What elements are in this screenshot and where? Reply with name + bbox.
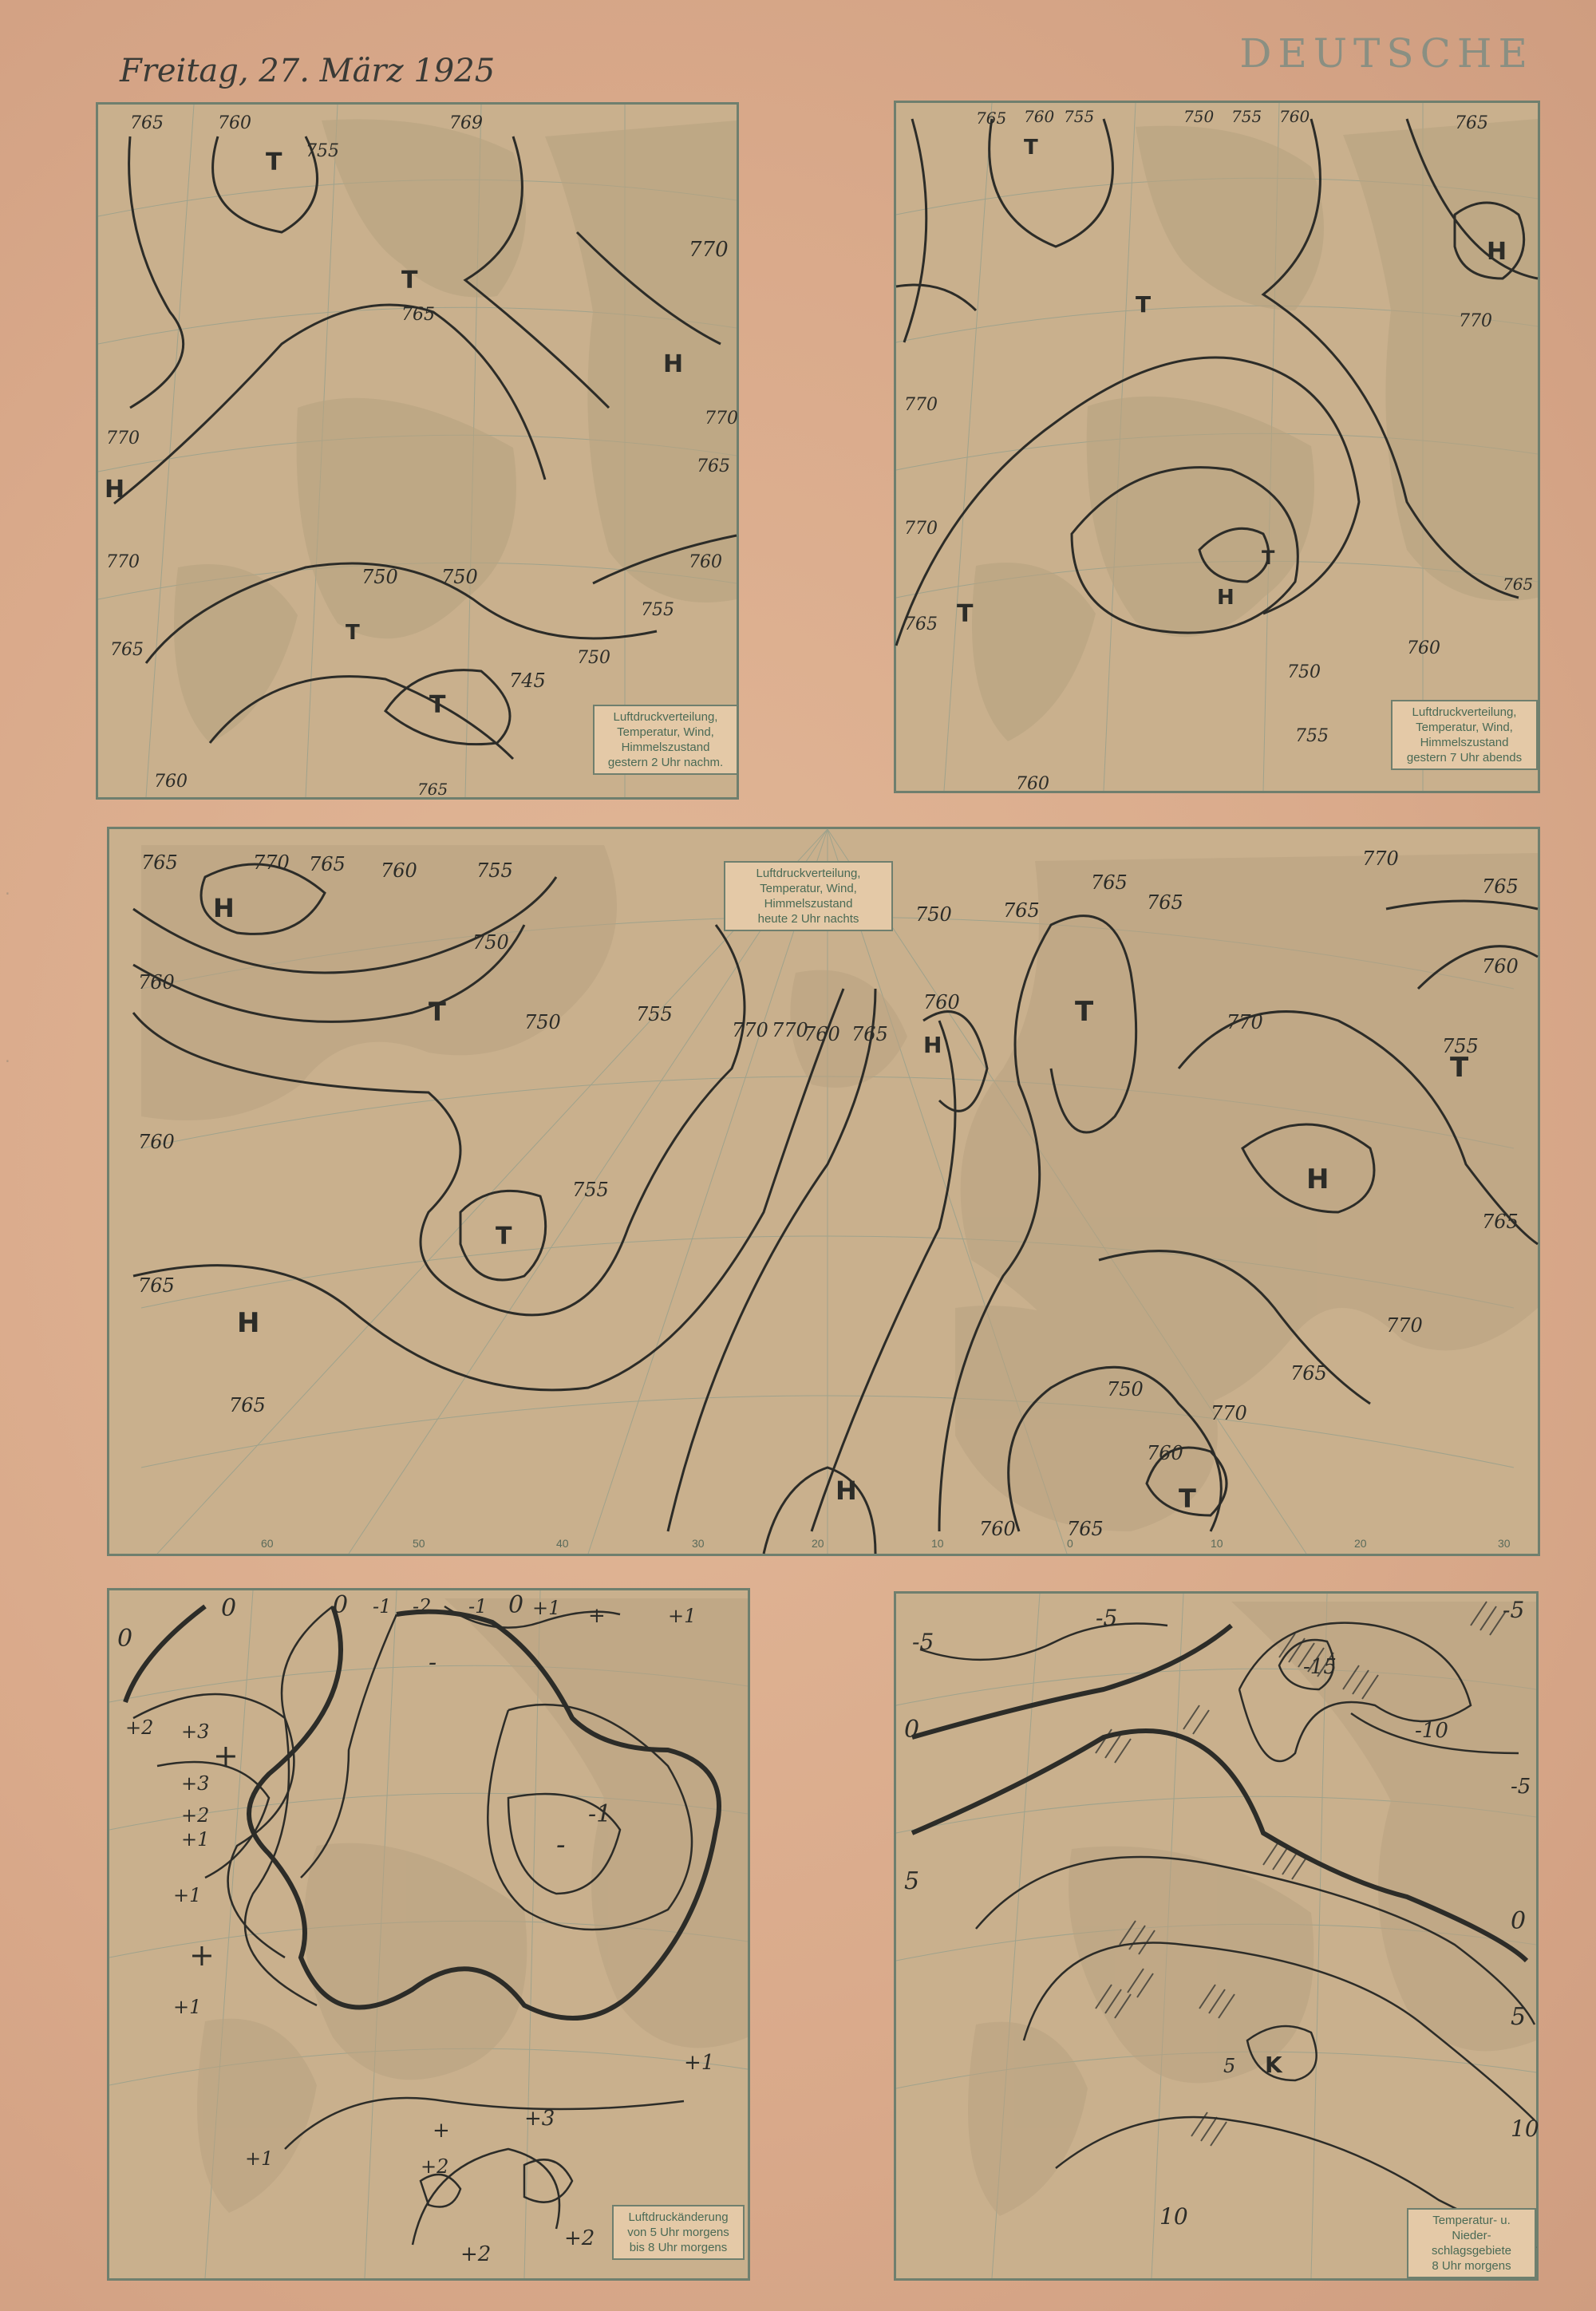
- low-pressure-center: T: [1136, 291, 1152, 318]
- isobar-label: 770: [1227, 1011, 1263, 1033]
- isobar-label: 750: [915, 903, 952, 926]
- isobar-label: 765: [1003, 899, 1040, 922]
- date-line: Freitag, 27. März 1925: [120, 53, 496, 89]
- temperature-label: -10: [1415, 1719, 1448, 1743]
- tick-label: 10: [931, 1537, 944, 1550]
- low-pressure-center: T: [401, 267, 418, 294]
- isobar-label: 750: [1183, 107, 1215, 126]
- tick-label: 50: [413, 1537, 425, 1550]
- low-pressure-center: T: [266, 148, 282, 176]
- isobar-label: 750: [361, 566, 398, 588]
- change-label: 0: [117, 1625, 133, 1653]
- isobar-label: 770: [1362, 847, 1399, 870]
- isobar-label: 760: [1147, 1442, 1183, 1464]
- isobar-label: 760: [1482, 955, 1519, 978]
- isobar-label: 760: [804, 1023, 840, 1045]
- isobar-label: 765: [130, 113, 164, 133]
- map-bottom-left-svg: [109, 1590, 748, 2278]
- isobar-label: 760: [689, 552, 722, 572]
- isobar-label: 770: [1386, 1314, 1423, 1337]
- isobar-label: 750: [472, 931, 509, 954]
- isobar-label: 760: [138, 1131, 175, 1153]
- change-label: +3: [524, 2107, 555, 2131]
- isobar-label: 760: [1016, 774, 1049, 794]
- isobar-label: 755: [572, 1179, 609, 1201]
- isobar-label: 770: [1211, 1402, 1247, 1424]
- low-pressure-center: T: [1450, 1052, 1469, 1084]
- isobar-label: 765: [1503, 575, 1534, 594]
- map-caption: Luftdruckverteilung, Temperatur, Wind, Himmelszustand gestern 2 Uhr nachm.: [593, 705, 738, 775]
- isobar-label: 765: [417, 780, 448, 799]
- isobar-label: 760: [154, 772, 188, 792]
- longitude-ticks: [261, 1537, 1511, 1550]
- isobar-label: 760: [218, 113, 251, 133]
- high-pressure-center: H: [663, 350, 684, 378]
- low-pressure-center: T: [1262, 547, 1275, 569]
- change-label: +1: [173, 1884, 202, 1906]
- tick-label: 30: [1498, 1537, 1511, 1550]
- low-pressure-center: T: [496, 1223, 512, 1250]
- isobar-label: 755: [476, 859, 513, 882]
- low-pressure-center: T: [957, 600, 974, 628]
- change-label: -1: [588, 1800, 612, 1828]
- change-label: 0: [221, 1594, 237, 1622]
- tick-label: 30: [692, 1537, 705, 1550]
- change-label: +3: [181, 1720, 210, 1743]
- high-pressure-center: H: [1487, 238, 1507, 266]
- map-pressure-change: [107, 1588, 750, 2281]
- isobar-label: 765: [401, 305, 435, 325]
- map-top-right-svg: [896, 103, 1538, 794]
- isobar-label: 760: [381, 859, 417, 882]
- high-pressure-center: H: [105, 476, 125, 504]
- isobar-label: 755: [306, 141, 339, 161]
- isobar-label: 755: [1231, 107, 1262, 126]
- change-label: -2: [413, 1595, 432, 1618]
- isobar-label: 770: [904, 519, 938, 539]
- isobar-label: 765: [1482, 875, 1519, 898]
- isobar-label: 755: [1295, 726, 1329, 746]
- tick-label: 40: [556, 1537, 569, 1550]
- change-label: -: [556, 1829, 566, 1861]
- isobar-label: 765: [110, 640, 144, 660]
- isobar-label: 765: [904, 614, 938, 634]
- margin-mark: ·: [3, 1053, 12, 1070]
- isobar-label: 770: [904, 395, 938, 415]
- change-label: +3: [181, 1772, 210, 1795]
- isobar-label: 770: [705, 409, 738, 429]
- temperature-label: 5: [1511, 2003, 1527, 2031]
- isobar-label: 750: [1107, 1378, 1144, 1400]
- map-top-left-svg: [98, 105, 737, 797]
- isobar-label: 745: [509, 670, 546, 692]
- temperature-label: 5: [904, 1867, 920, 1895]
- change-label: 0: [333, 1591, 349, 1619]
- change-label: -1: [468, 1595, 488, 1618]
- temperature-label: 0: [904, 1716, 920, 1744]
- isobar-label: 765: [1482, 1211, 1519, 1233]
- isobar-label: 750: [524, 1011, 561, 1033]
- isobar-label: 765: [309, 853, 346, 875]
- temperature-label: -5: [1511, 1775, 1531, 1799]
- tick-label: 60: [261, 1537, 274, 1550]
- margin-mark: ·: [3, 886, 12, 903]
- low-pressure-center: T: [346, 621, 360, 645]
- low-pressure-center: T: [429, 997, 446, 1027]
- high-pressure-center: H: [1217, 586, 1235, 610]
- isobar-label: 765: [1067, 1518, 1104, 1540]
- change-label: +: [189, 1938, 215, 1973]
- map-pressure-yesterday-7pm: [894, 101, 1540, 793]
- isobar-label: 750: [441, 566, 478, 588]
- isobar-label: 765: [138, 1274, 175, 1297]
- map-caption: Luftdruckverteilung, Temperatur, Wind, Himmelszustand gestern 7 Uhr abends: [1391, 700, 1538, 770]
- isobar-label: 760: [923, 991, 960, 1013]
- header-title: DEUTSCHE: [1239, 30, 1534, 77]
- map-caption: Temperatur- u. Nieder- schlagsgebiete 8 Uhr morgens: [1407, 2208, 1536, 2278]
- isobar-label: 765: [1147, 891, 1183, 914]
- map-middle-svg: [109, 829, 1538, 1554]
- change-label: +2: [125, 1716, 154, 1739]
- change-label: +1: [532, 1597, 561, 1619]
- change-label: +2: [564, 2226, 595, 2250]
- change-label: +: [588, 1604, 606, 1628]
- isobar-label: 769: [449, 113, 483, 133]
- high-pressure-center: H: [1306, 1163, 1329, 1195]
- isobar-label: 760: [979, 1518, 1016, 1540]
- isobar-label: 760: [1279, 107, 1310, 126]
- tick-label: 0: [1067, 1537, 1073, 1550]
- change-label: +: [213, 1738, 239, 1773]
- isobar-label: 770: [106, 429, 140, 448]
- isobar-label: 755: [1442, 1035, 1479, 1057]
- low-pressure-center: T: [1075, 996, 1094, 1028]
- isobar-label: 750: [577, 648, 610, 668]
- temperature-label: 0: [1511, 1907, 1527, 1935]
- high-pressure-center: H: [836, 1475, 857, 1506]
- change-label: +2: [181, 1804, 210, 1827]
- change-label: +1: [684, 2051, 715, 2075]
- change-label: +1: [245, 2147, 274, 2170]
- change-label: 0: [508, 1591, 524, 1619]
- map-temperature-precipitation: [894, 1591, 1539, 2281]
- isobar-label: 760: [1024, 107, 1055, 126]
- change-label: +: [433, 2119, 450, 2143]
- change-label: +1: [668, 1605, 697, 1627]
- change-label: +2: [421, 2155, 449, 2178]
- isobar-label: 770: [689, 238, 729, 262]
- isobar-label: 765: [229, 1394, 266, 1416]
- map-caption: Luftdruckverteilung, Temperatur, Wind, Himmelszustand heute 2 Uhr nachts: [724, 861, 893, 931]
- tick-label: 20: [812, 1537, 824, 1550]
- isobar-label: 755: [636, 1003, 673, 1025]
- cold-center: K: [1265, 2052, 1282, 2078]
- temperature-label: -5: [1096, 1605, 1118, 1631]
- isobar-label: 765: [1455, 113, 1488, 133]
- low-pressure-center: T: [429, 691, 446, 719]
- change-label: -: [429, 1649, 437, 1677]
- isobar-label: 765: [851, 1023, 888, 1045]
- map-caption: Luftdruckänderung von 5 Uhr morgens bis 8 Uhr morgens: [612, 2205, 745, 2260]
- low-pressure-center: T: [1179, 1483, 1196, 1514]
- change-label: +1: [181, 1828, 210, 1851]
- map-bottom-right-svg: [896, 1594, 1539, 2278]
- isobar-label: 765: [1290, 1362, 1327, 1385]
- isobar-label: 765: [1091, 871, 1128, 894]
- temperature-label: 10: [1511, 2115, 1539, 2142]
- temperature-label: -5: [912, 1629, 934, 1655]
- isobar-label: 750: [1287, 662, 1321, 682]
- low-pressure-center: T: [1024, 136, 1038, 160]
- map-pressure-today-2am: [107, 827, 1540, 1556]
- isobar-label: 760: [1407, 638, 1440, 658]
- isobar-label: 765: [141, 851, 178, 874]
- isobar-label: 770: [1459, 311, 1492, 331]
- isobar-label: 765: [976, 109, 1007, 128]
- isobar-label: 755: [1064, 107, 1095, 126]
- isobar-label: 770: [106, 552, 140, 572]
- high-pressure-center: H: [213, 893, 235, 923]
- tick-label: 20: [1354, 1537, 1367, 1550]
- temperature-label: -5: [1503, 1597, 1525, 1623]
- isobar-label: 760: [138, 971, 175, 994]
- isobar-label: 770: [772, 1019, 808, 1041]
- isobar-label: 765: [697, 456, 730, 476]
- temperature-label: 10: [1159, 2203, 1188, 2230]
- temperature-label: 5: [1223, 2055, 1236, 2077]
- high-pressure-center: H: [237, 1307, 260, 1339]
- temperature-label: -15: [1303, 1655, 1337, 1679]
- isobar-label: 770: [732, 1019, 768, 1041]
- high-pressure-center: H: [923, 1032, 942, 1058]
- change-label: +2: [460, 2242, 492, 2266]
- map-pressure-yesterday-2pm: [96, 102, 739, 800]
- isobar-label: 755: [641, 600, 674, 620]
- isobar-label: 770: [253, 851, 290, 874]
- change-label: +1: [173, 1996, 202, 2018]
- change-label: -1: [373, 1595, 392, 1618]
- tick-label: 10: [1211, 1537, 1223, 1550]
